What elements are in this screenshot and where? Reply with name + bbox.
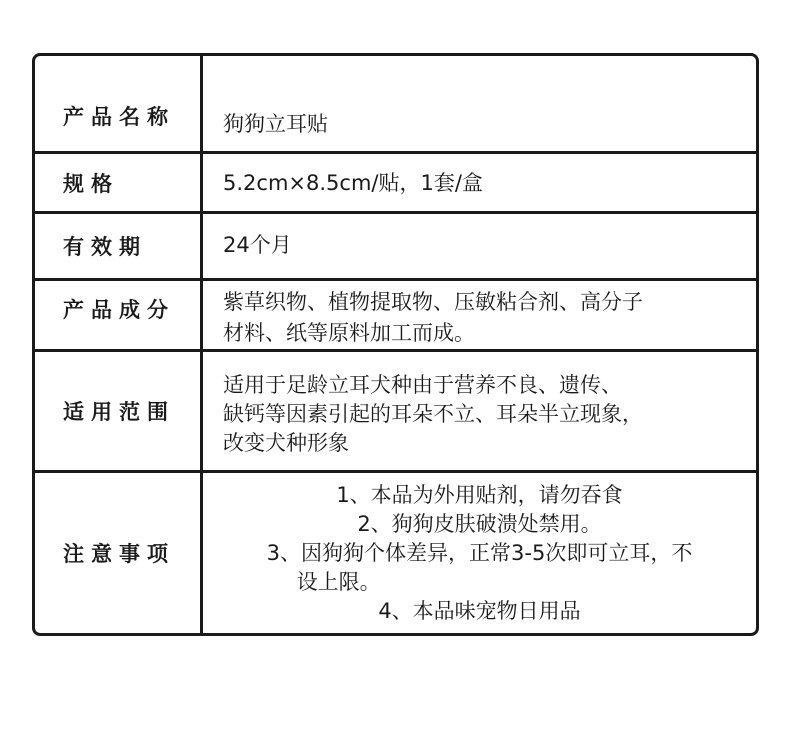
row-label: 规格: [35, 154, 203, 211]
table-row: [35, 151, 756, 211]
value-line: 适用于足龄立耳犬种由于营养不良、遗传、: [223, 373, 622, 397]
row-value: [203, 352, 756, 470]
value-line: 材料、纸等原料加工而成。: [223, 321, 475, 345]
note-text: 2、狗狗皮肤破溃处禁用。: [357, 511, 602, 536]
notes-list: [203, 473, 756, 633]
row-value: 5.2cm×8.5cm/贴，1套/盒: [223, 170, 483, 195]
table-row: [35, 278, 756, 349]
value-line: 缺钙等因素引起的耳朵不立、耳朵半立现象，: [223, 402, 643, 426]
row-label: 适用范围: [35, 352, 203, 470]
row-value: 24个月: [223, 233, 292, 257]
note-item: [336, 481, 622, 510]
note-text: 4、本品味宠物日用品: [378, 598, 581, 623]
value-line: 紫草织物、植物提取物、压敏粘合剂、高分子: [223, 290, 643, 314]
row-label: 注意事项: [35, 473, 203, 633]
row-label: 产品成分: [35, 281, 203, 349]
table-row: [35, 470, 756, 633]
table-row: [35, 349, 756, 470]
note-text: 1、本品为外用贴剂，请勿吞食: [336, 482, 623, 507]
table-row: [35, 211, 756, 278]
note-continuation: 设上限。: [296, 569, 381, 594]
value-line: 改变犬种形象: [223, 431, 349, 455]
table-row: [35, 56, 756, 151]
row-value: [203, 281, 756, 349]
row-value: 狗狗立耳贴: [223, 112, 328, 136]
row-label: 有效期: [35, 214, 203, 278]
product-spec-table: [32, 53, 759, 636]
note-item: [378, 597, 580, 626]
note-item: [357, 510, 601, 539]
note-item: [267, 539, 693, 597]
note-text: 3、因狗狗个体差异，正常3-5次即可立耳，不: [266, 540, 693, 565]
row-label: 产品名称: [35, 56, 203, 151]
